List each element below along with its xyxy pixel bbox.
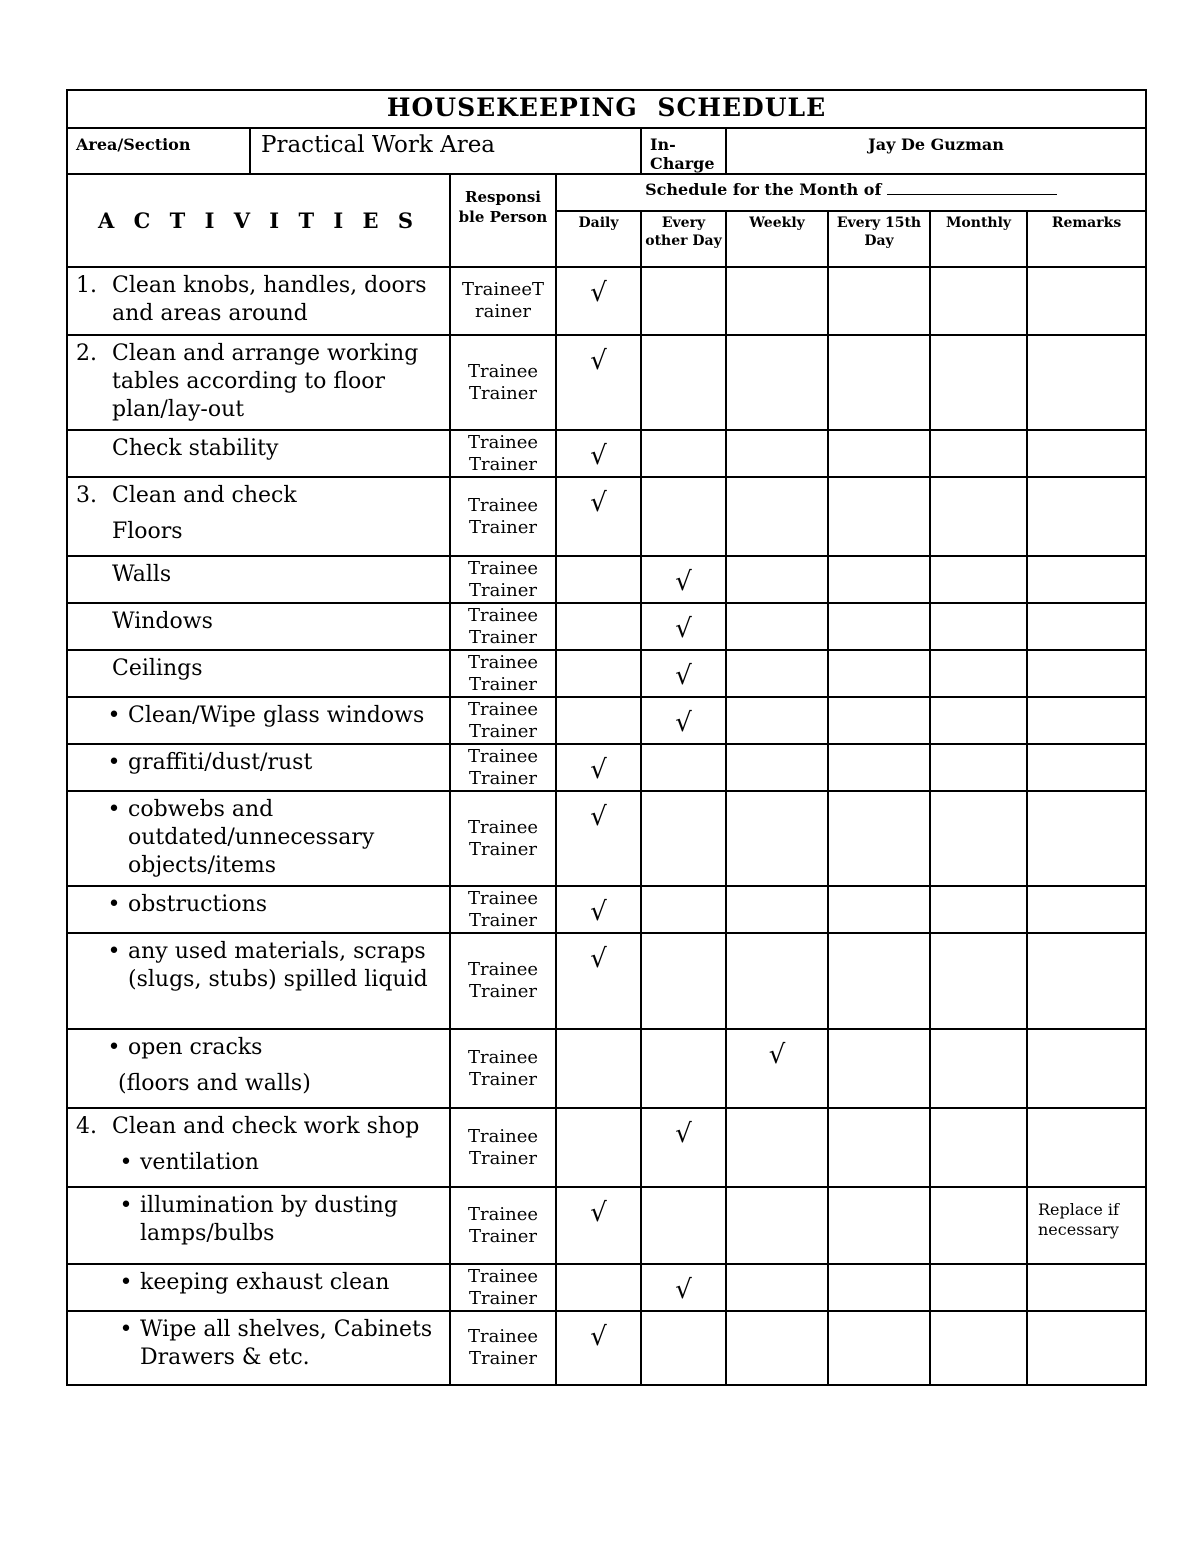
activity-cell <box>67 1029 450 1108</box>
activity-text: Check stability <box>112 436 279 461</box>
check-mark: √ <box>590 755 607 785</box>
table-row <box>67 697 1146 744</box>
remarks-cell <box>1027 335 1146 430</box>
every-15th-cell <box>828 556 930 603</box>
check-mark: √ <box>675 708 692 738</box>
responsible-person: Trainee Trainer <box>450 335 556 430</box>
bullet: • <box>119 1317 133 1342</box>
responsible-person: Trainee Trainer <box>450 744 556 791</box>
activity-text: cobwebs and outdated/unnecessary objects/items <box>128 797 375 878</box>
daily-cell <box>556 886 641 933</box>
schedule-month-label: Schedule for the Month of <box>645 180 882 199</box>
activity-text: Windows <box>112 609 213 634</box>
responsible-person: Trainee Trainer <box>450 1311 556 1385</box>
daily-cell <box>556 477 641 556</box>
table-row <box>67 477 1146 556</box>
daily-cell <box>556 697 641 744</box>
table-row <box>67 744 1146 791</box>
activities-header: A C T I V I T I E S <box>67 174 450 267</box>
weekly-cell <box>726 1264 828 1311</box>
every-15th-cell <box>828 1311 930 1385</box>
monthly-cell <box>930 335 1027 430</box>
weekly-cell <box>726 556 828 603</box>
table-row <box>67 603 1146 650</box>
in-charge-value: Jay De Guzman <box>726 128 1146 174</box>
check-mark: √ <box>590 346 607 376</box>
monthly-cell <box>930 1264 1027 1311</box>
check-mark: √ <box>675 1119 692 1149</box>
bullet: • <box>107 939 121 964</box>
every-other-day-cell <box>641 603 726 650</box>
responsible-person: Trainee Trainer <box>450 1029 556 1108</box>
every-other-day-cell <box>641 430 726 477</box>
bullet-indent <box>76 796 428 880</box>
every-other-day-cell <box>641 886 726 933</box>
responsible-person: Trainee Trainer <box>450 603 556 650</box>
remarks-cell <box>1027 933 1146 1029</box>
every-15th-cell <box>828 933 930 1029</box>
every-15th-cell <box>828 744 930 791</box>
activity-cell <box>67 1108 450 1187</box>
bullet-indent <box>76 891 428 919</box>
responsible-person: Trainee Trainer <box>450 1264 556 1311</box>
table-row <box>67 1311 1146 1385</box>
every-other-day-cell <box>641 335 726 430</box>
activity-cell <box>67 1264 450 1311</box>
every-other-day-cell <box>641 1264 726 1311</box>
activity-text: obstructions <box>128 892 268 917</box>
responsible-person-header: Responsi ble Person <box>450 174 556 267</box>
monthly-cell <box>930 1108 1027 1187</box>
table-row <box>67 1108 1146 1187</box>
bullet: • <box>107 797 121 822</box>
check-mark: √ <box>590 278 607 308</box>
remarks-cell <box>1027 1108 1146 1187</box>
check-mark: √ <box>590 944 607 974</box>
responsible-person: Trainee Trainer <box>450 1187 556 1264</box>
monthly-cell <box>930 744 1027 791</box>
bullet: • <box>107 750 121 775</box>
weekly-cell <box>726 744 828 791</box>
responsible-person: Trainee Trainer <box>450 477 556 556</box>
activity-cell <box>67 791 450 886</box>
weekly-header: Weekly <box>726 211 828 267</box>
monthly-cell <box>930 1187 1027 1264</box>
table-row <box>67 556 1146 603</box>
every-other-day-cell <box>641 477 726 556</box>
responsible-person: Trainee Trainer <box>450 791 556 886</box>
every-other-day-cell <box>641 556 726 603</box>
item-number: 4. <box>76 1114 97 1139</box>
daily-cell <box>556 744 641 791</box>
activity-text: Wipe all shelves, Cabinets Drawers & etc. <box>140 1317 433 1370</box>
daily-cell <box>556 1311 641 1385</box>
daily-cell <box>556 650 641 697</box>
every-15th-cell <box>828 477 930 556</box>
weekly-cell <box>726 1029 828 1108</box>
remark-text: Replace if necessary <box>1038 1200 1119 1239</box>
check-mark: √ <box>590 1322 607 1352</box>
in-charge-label: In-Charge <box>641 128 726 174</box>
every-other-day-cell <box>641 933 726 1029</box>
every-15th-day-header: Every 15th Day <box>828 211 930 267</box>
check-mark: √ <box>590 897 607 927</box>
check-mark: √ <box>675 1275 692 1305</box>
remarks-cell <box>1027 744 1146 791</box>
every-15th-cell <box>828 1029 930 1108</box>
monthly-header: Monthly <box>930 211 1027 267</box>
monthly-cell <box>930 933 1027 1029</box>
daily-cell <box>556 1264 641 1311</box>
monthly-cell <box>930 267 1027 335</box>
weekly-cell <box>726 267 828 335</box>
weekly-cell <box>726 477 828 556</box>
every-other-day-cell <box>641 744 726 791</box>
daily-cell <box>556 933 641 1029</box>
check-mark: √ <box>675 661 692 691</box>
daily-cell <box>556 430 641 477</box>
activity-subtext: ventilation <box>140 1150 259 1175</box>
remarks-cell <box>1027 477 1146 556</box>
bullet-indent <box>76 1034 428 1062</box>
responsible-person: Trainee Trainer <box>450 1108 556 1187</box>
bullet: • <box>107 892 121 917</box>
daily-cell <box>556 1029 641 1108</box>
monthly-cell <box>930 430 1027 477</box>
area-section-label: Area/Section <box>67 128 250 174</box>
daily-cell <box>556 556 641 603</box>
every-15th-cell <box>828 267 930 335</box>
remarks-cell <box>1027 791 1146 886</box>
activity-text: Clean/Wipe glass windows <box>128 703 425 728</box>
responsible-person: TraineeT rainer <box>450 267 556 335</box>
monthly-cell <box>930 886 1027 933</box>
monthly-cell <box>930 791 1027 886</box>
activity-text: illumination by dusting lamps/bulbs <box>140 1193 398 1246</box>
table-row <box>67 1264 1146 1311</box>
every-other-day-cell <box>641 1187 726 1264</box>
activity-cell <box>67 933 450 1029</box>
activity-cell <box>67 335 450 430</box>
bullet: • <box>119 1150 133 1175</box>
every-15th-cell <box>828 697 930 744</box>
activity-cell <box>67 603 450 650</box>
activity-text: Ceilings <box>112 656 203 681</box>
remarks-cell <box>1027 267 1146 335</box>
activity-cell <box>67 886 450 933</box>
remarks-cell <box>1027 1311 1146 1385</box>
monthly-cell <box>930 697 1027 744</box>
bullet: • <box>107 1035 121 1060</box>
weekly-cell <box>726 886 828 933</box>
activity-text: keeping exhaust clean <box>140 1270 390 1295</box>
weekly-cell <box>726 603 828 650</box>
every-15th-cell <box>828 650 930 697</box>
weekly-cell <box>726 1108 828 1187</box>
activity-text: graffiti/dust/rust <box>128 750 313 775</box>
bullet-indent <box>76 1316 440 1372</box>
table-row <box>67 335 1146 430</box>
every-other-day-cell <box>641 791 726 886</box>
check-mark: √ <box>675 567 692 597</box>
every-15th-cell <box>828 1108 930 1187</box>
monthly-cell <box>930 1311 1027 1385</box>
remarks-cell <box>1027 1264 1146 1311</box>
every-15th-cell <box>828 886 930 933</box>
activity-cell <box>67 267 450 335</box>
every-other-day-cell <box>641 1029 726 1108</box>
monthly-cell <box>930 650 1027 697</box>
bullet-indent <box>76 749 428 777</box>
bullet-indent <box>76 1269 440 1297</box>
remarks-cell <box>1027 603 1146 650</box>
remarks-cell <box>1027 1029 1146 1108</box>
table-row <box>67 267 1146 335</box>
remarks-cell <box>1027 556 1146 603</box>
bullet: • <box>119 1193 133 1218</box>
responsible-person: Trainee Trainer <box>450 430 556 477</box>
responsible-person: Trainee Trainer <box>450 556 556 603</box>
weekly-cell <box>726 1311 828 1385</box>
activity-cell <box>67 697 450 744</box>
table-row <box>67 791 1146 886</box>
bullet: • <box>119 1270 133 1295</box>
month-blank-line <box>887 180 1057 195</box>
activity-cell <box>67 744 450 791</box>
daily-cell <box>556 603 641 650</box>
responsible-person: Trainee Trainer <box>450 933 556 1029</box>
weekly-cell <box>726 650 828 697</box>
activity-text: Clean and check work shop <box>112 1114 420 1139</box>
check-mark: √ <box>590 441 607 471</box>
remarks-cell <box>1027 697 1146 744</box>
monthly-cell <box>930 1029 1027 1108</box>
activity-subtext: (floors and walls) <box>118 1071 311 1096</box>
every-other-day-cell <box>641 697 726 744</box>
every-other-day-cell <box>641 267 726 335</box>
table-row <box>67 1029 1146 1108</box>
weekly-cell <box>726 933 828 1029</box>
every-other-day-header: Every other Day <box>641 211 726 267</box>
page-title: HOUSEKEEPING SCHEDULE <box>67 90 1146 128</box>
housekeeping-schedule-table <box>66 89 1147 1386</box>
every-15th-cell <box>828 791 930 886</box>
activity-rows <box>67 267 1146 1385</box>
daily-cell <box>556 267 641 335</box>
activity-cell <box>67 556 450 603</box>
monthly-cell <box>930 556 1027 603</box>
bullet-indent <box>76 938 428 994</box>
every-15th-cell <box>828 1264 930 1311</box>
table-row <box>67 933 1146 1029</box>
weekly-cell <box>726 1187 828 1264</box>
weekly-cell <box>726 335 828 430</box>
area-section-value: Practical Work Area <box>250 128 641 174</box>
remarks-cell <box>1027 1187 1146 1264</box>
bullet-indent <box>76 1192 440 1248</box>
every-other-day-cell <box>641 650 726 697</box>
monthly-cell <box>930 477 1027 556</box>
every-15th-cell <box>828 335 930 430</box>
table-row <box>67 886 1146 933</box>
table-row <box>67 430 1146 477</box>
remarks-cell <box>1027 886 1146 933</box>
responsible-person: Trainee Trainer <box>450 886 556 933</box>
activity-cell <box>67 1187 450 1264</box>
check-mark: √ <box>590 488 607 518</box>
every-15th-cell <box>828 430 930 477</box>
weekly-cell <box>726 430 828 477</box>
item-number: 2. <box>76 341 97 366</box>
item-number: 3. <box>76 483 97 508</box>
daily-header: Daily <box>556 211 641 267</box>
table-row <box>67 1187 1146 1264</box>
every-other-day-cell <box>641 1108 726 1187</box>
activity-text: Clean knobs, handles, doors and areas around <box>112 273 427 326</box>
every-15th-cell <box>828 603 930 650</box>
remarks-header: Remarks <box>1027 211 1146 267</box>
activity-cell <box>67 1311 450 1385</box>
every-other-day-cell <box>641 1311 726 1385</box>
remarks-cell <box>1027 430 1146 477</box>
check-mark: √ <box>590 1198 607 1228</box>
activity-cell <box>67 430 450 477</box>
activity-text: open cracks <box>128 1035 263 1060</box>
every-15th-cell <box>828 1187 930 1264</box>
activity-subtext: Floors <box>112 519 183 544</box>
responsible-person: Trainee Trainer <box>450 697 556 744</box>
weekly-cell <box>726 697 828 744</box>
check-mark: √ <box>768 1040 786 1070</box>
bullet-indent <box>76 702 428 730</box>
monthly-cell <box>930 603 1027 650</box>
bullet: • <box>107 703 121 728</box>
schedule-month-header <box>556 174 1146 211</box>
daily-cell <box>556 1187 641 1264</box>
bullet-indent <box>76 1149 259 1177</box>
responsible-person: Trainee Trainer <box>450 650 556 697</box>
item-number: 1. <box>76 273 97 298</box>
remarks-cell <box>1027 650 1146 697</box>
daily-cell <box>556 791 641 886</box>
daily-cell <box>556 1108 641 1187</box>
activity-text: Walls <box>112 562 172 587</box>
activity-text: any used materials, scraps (slugs, stubs) spilled liquid <box>128 939 428 992</box>
activity-text: Clean and check <box>112 483 297 508</box>
daily-cell <box>556 335 641 430</box>
check-mark: √ <box>590 802 607 832</box>
activity-cell <box>67 477 450 556</box>
weekly-cell <box>726 791 828 886</box>
check-mark: √ <box>675 614 692 644</box>
table-row <box>67 650 1146 697</box>
activity-text: Clean and arrange working tables according to floor plan/lay-out <box>112 341 419 422</box>
activity-cell <box>67 650 450 697</box>
